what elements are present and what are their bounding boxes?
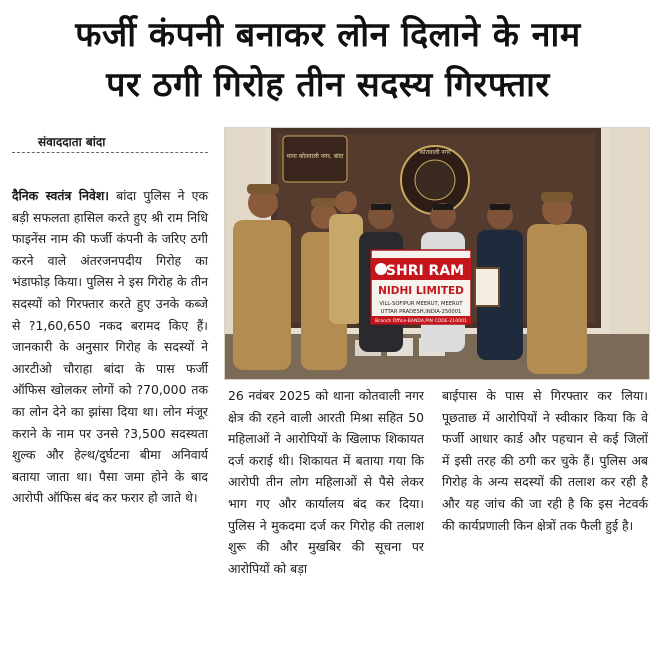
headline-line-1: फर्जी कंपनी बनाकर लोन दिलाने के नाम bbox=[75, 15, 581, 55]
photo-illustration bbox=[225, 128, 649, 379]
banner-company: SHRI RAM bbox=[385, 263, 465, 279]
byline-divider bbox=[12, 152, 208, 153]
dateline: दैनिक स्वतंत्र निवेश। bbox=[12, 188, 109, 203]
article-column-1 bbox=[12, 185, 208, 509]
article-column-3: बाईपास के पास से गिरफ्तार कर लिया। पूछताछ में आरोपियों ने स्वीकार किया कि वे फर्जी आधार कार्ड और पहचान से कई जिलों में इसी तरह की ठगी कर चुके हैं। पुलिस अब गिरोह के अन्य सदस्यों की तलाश कर रही है और यह जांच की जा रही है कि इस नेटवर्क की कार्यप्रणाली किन क्षेत्रों तक फैली हुई है। bbox=[442, 388, 648, 533]
emblem-text: कोतवाली नगर bbox=[419, 149, 451, 156]
banner-address-1: VILL-SOFIPUR MEERUT, MEERUT bbox=[379, 301, 463, 307]
byline: संवाददाता बांदा bbox=[38, 135, 106, 149]
certificate bbox=[475, 268, 499, 306]
article-column-2: 26 नवंबर 2025 को थाना कोतवाली नगर क्षेत्र की रहने वाली आरती मिश्रा सहित 50 महिलाओं ने आरोपियों के खिलाफ शिकायत दर्ज कराई थी। शिकायत में बताया गया कि आरोपी तीन लोग महिलाओं से पैसे लेकर भाग गए और कार्यालय बंद कर दिया। पुलिस ने मुकदमा दर्ज कर गिरोह की तलाश शुरू की और मुखबिर की सूचना पर आरोपियों को बड़ा bbox=[228, 388, 424, 576]
news-photo bbox=[224, 127, 650, 380]
banner-address-2: UTTAR PRADESH,INDIA-250001 bbox=[380, 309, 462, 315]
wall-sign: थाना कोतवाली नगर, बांदा bbox=[286, 153, 344, 160]
banner-subtitle: NIDHI LIMITED bbox=[378, 285, 464, 297]
company-banner bbox=[371, 250, 471, 324]
headline-line-2: पर ठगी गिरोह तीन सदस्य गिरफ्तार bbox=[106, 65, 550, 105]
headline bbox=[8, 10, 648, 110]
banner-footer: Branch Office-BANDA,PIN CODE-210001 bbox=[375, 319, 467, 324]
column-1-text: बांदा पुलिस ने एक बड़ी सफलता हासिल करते हुए श्री राम निधि फाइनेंस नाम की फर्जी कंपनी के जरिए ठगी करने वाले अंतरजनपदीय गिरोह का भंडाफोड़ किया। पुलिस ने इस गिरोह के तीन सदस्यों को गिरफ्तार करते हुए उनके कब्जे से ?1,60,650 नकद बरामद किए हैं। जानकारी के अनुसार गिरोह के सदस्यों ने आरटीओ चौराहा बांदा के पास फर्जी ऑफिस खोलकर लोगों को ?70,000 तक का लोन देने का झांसा दिया था। लोन मंजूर कराने के नाम पर उनसे ?3,500 सदस्यता शुल्क और हेल्थ/दुर्घटना बीमा अनिवार्य बताया जाता था। पैसा जमा होने के बाद आरोपी ऑफिस बंद कर फरार हो जाते थे। bbox=[12, 188, 208, 506]
